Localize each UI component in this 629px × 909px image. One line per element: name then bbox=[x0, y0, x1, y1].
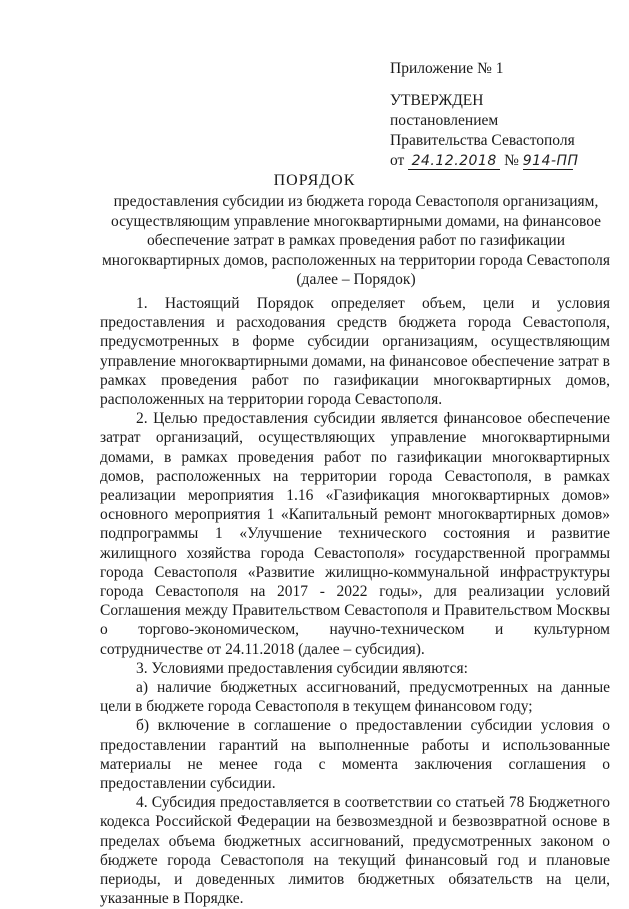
decree-label: постановлением bbox=[390, 112, 499, 129]
handwritten-number: 914-ПП bbox=[522, 153, 579, 169]
document-subtitle: предоставления субсидии из бюджета города Севастополя организациям, осуществляющим управление многоквартирными домами, на финансовое обеспечение затрат в рамках проведения работ по газификации многоквартирных домов, расположенных на территории города Севастополя (далее – Порядок) bbox=[102, 193, 610, 288]
handwritten-date: 24.12.2018 bbox=[408, 153, 500, 170]
document-title: ПОРЯДОК bbox=[273, 172, 356, 189]
paragraph-3b: б) включение в соглашение о предоставлении субсидии условия о предоставлении гарантий на выполненные работы и использованные материалы не менее года с момента заключения соглашения о предоставлении субсидии. bbox=[100, 717, 610, 793]
approved-label: УТВЕРЖДЕН bbox=[390, 92, 484, 109]
paragraph-3a: а) наличие бюджетных ассигнований, предусмотренных на данные цели в бюджете города Севастополя в текущем финансовом году; bbox=[100, 679, 610, 716]
paragraph-2: 2. Целью предоставления субсидии является финансовое обеспечение затрат организаций, осуществляющих управление многоквартирными домами, в рамках проведения работ по газификации многоквартирных домов, расположенных на территории города Севастополя, в рамках реализации мероприятия 1.16 «Газификация многоквартирных домов» основного мероприятия 1 «Капитальный ремонт многоквартирных домов» подпрограммы 1 «Улучшение технического состояния и развитие жилищного хозяйства города Севастополя» государственной программы города Севастополя «Развитие жилищно-коммунальной инфраструктуры города Севастополя на 2017 - 2022 годы», для реализации условий Соглашения между Правительством Севастополя и Правительством Москвы о торгово-экономическом, научно-техническом и культурном сотрудничестве от 24.11.2018 (далее – субсидия). bbox=[100, 410, 610, 658]
paragraph-1: 1. Настоящий Порядок определяет объем, цели и условия предоставления и расходования средств бюджета города Севастополя, предусмотренных в форме субсидии организациям, осуществляющим управление многоквартирными домами, на финансовое обеспечение затрат в рамках проведения работ по газификации многоквартирных домов, расположенных на территории города Севастополя. bbox=[100, 295, 610, 409]
from-label: от bbox=[390, 152, 405, 169]
paragraph-3: 3. Условиями предоставления субсидии являются: bbox=[136, 659, 468, 677]
government-label: Правительства Севастополя bbox=[390, 132, 575, 149]
decree-date-line bbox=[390, 151, 620, 171]
document-body bbox=[100, 294, 610, 909]
number-label: № bbox=[504, 152, 519, 169]
approval-block bbox=[390, 59, 620, 171]
appendix-label: Приложение № 1 bbox=[390, 60, 504, 77]
paragraph-4: 4. Субсидия предоставляется в соответствии со статьей 78 Бюджетного кодекса Российской Федерации на безвозмездной и безвозвратной основе в пределах объема бюджетных ассигнований, предусмотренных законом о бюджете города Севастополя на текущий финансовый год и плановые периоды, и доведенных лимитов бюджетных обязательств на цели, указанные в Порядке. bbox=[100, 794, 610, 908]
